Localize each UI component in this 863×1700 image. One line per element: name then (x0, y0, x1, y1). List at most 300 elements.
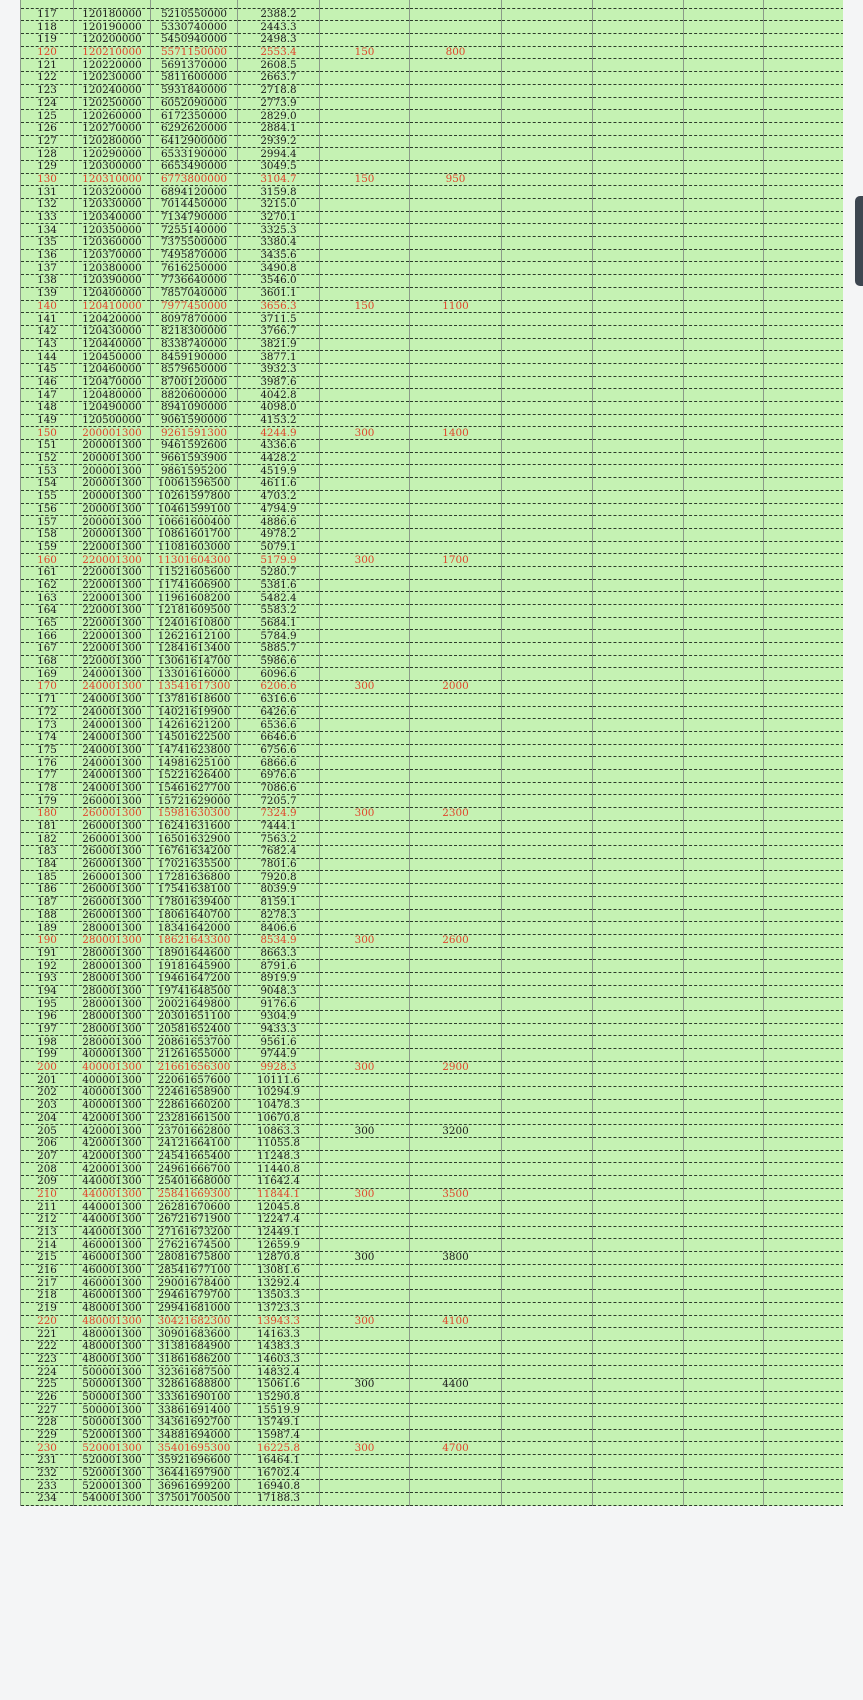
cell-a[interactable]: 120280000 (74, 135, 151, 148)
cell-c[interactable]: 11248.3 (238, 1150, 320, 1163)
cell-c[interactable]: 6096.6 (238, 668, 320, 681)
cell-g[interactable] (593, 1150, 684, 1163)
cell-c[interactable]: 10294.9 (238, 1087, 320, 1100)
cell-f[interactable] (502, 1264, 593, 1277)
cell-c[interactable]: 14832.4 (238, 1366, 320, 1379)
cell-f[interactable] (502, 693, 593, 706)
cell-b[interactable]: 33861691400 (151, 1404, 238, 1417)
cell-a[interactable]: 120200000 (74, 34, 151, 47)
cell-a[interactable]: 220001300 (74, 579, 151, 592)
cell-d[interactable]: 300 (320, 554, 410, 567)
cell-h[interactable] (684, 808, 764, 821)
cell-f[interactable] (502, 782, 593, 795)
cell-h[interactable] (684, 1036, 764, 1049)
cell-f[interactable] (502, 262, 593, 275)
cell-i[interactable] (764, 1340, 844, 1353)
cell-c[interactable]: 4428.2 (238, 452, 320, 465)
cell-a[interactable]: 280001300 (74, 1011, 151, 1024)
cell-i[interactable] (764, 1366, 844, 1379)
cell-e[interactable] (410, 985, 502, 998)
cell-e[interactable] (410, 414, 502, 427)
cell-e[interactable] (410, 846, 502, 859)
cell-c[interactable]: 4978.2 (238, 528, 320, 541)
cell-b[interactable]: 27161673200 (151, 1226, 238, 1239)
cell-g[interactable] (593, 1417, 684, 1430)
cell-b[interactable]: 13301616000 (151, 668, 238, 681)
cell-a[interactable]: 120360000 (74, 237, 151, 250)
cell-e[interactable] (410, 719, 502, 732)
cell-f[interactable] (502, 1391, 593, 1404)
cell-f[interactable] (502, 896, 593, 909)
cell-b[interactable]: 24541665400 (151, 1150, 238, 1163)
cell-c[interactable]: 6866.6 (238, 757, 320, 770)
cell-a[interactable]: 280001300 (74, 947, 151, 960)
cell-b[interactable]: 7616250000 (151, 262, 238, 275)
cell-e[interactable] (410, 402, 502, 415)
cell-i[interactable] (764, 1252, 844, 1265)
cell-h[interactable] (684, 237, 764, 250)
cell-c[interactable]: 2498.3 (238, 34, 320, 47)
cell-b[interactable]: 31381684900 (151, 1340, 238, 1353)
cell-i[interactable] (764, 363, 844, 376)
cell-e[interactable] (410, 249, 502, 262)
cell-d[interactable] (320, 1417, 410, 1430)
cell-e[interactable] (410, 605, 502, 618)
cell-a[interactable]: 480001300 (74, 1340, 151, 1353)
cell-i[interactable] (764, 427, 844, 440)
cell-g[interactable] (593, 1137, 684, 1150)
cell-b[interactable]: 7014450000 (151, 199, 238, 212)
cell-a[interactable]: 260001300 (74, 795, 151, 808)
cell-f[interactable] (502, 148, 593, 161)
cell-e[interactable] (410, 21, 502, 34)
cell-row-number[interactable]: 134 (21, 224, 74, 237)
cell-a[interactable]: 240001300 (74, 731, 151, 744)
cell-b[interactable]: 29941681000 (151, 1302, 238, 1315)
cell-h[interactable] (684, 1315, 764, 1328)
cell-i[interactable] (764, 1188, 844, 1201)
cell-h[interactable] (684, 313, 764, 326)
cell-b[interactable]: 36441697900 (151, 1467, 238, 1480)
cell-d[interactable] (320, 579, 410, 592)
cell-h[interactable] (684, 72, 764, 85)
cell-d[interactable] (320, 1353, 410, 1366)
cell-i[interactable] (764, 909, 844, 922)
cell-i[interactable] (764, 490, 844, 503)
cell-c[interactable]: 13503.3 (238, 1290, 320, 1303)
cell-i[interactable] (764, 1011, 844, 1024)
cell-b[interactable]: 36961699200 (151, 1480, 238, 1493)
cell-i[interactable] (764, 1404, 844, 1417)
cell-g[interactable] (593, 1467, 684, 1480)
cell-h[interactable] (684, 1175, 764, 1188)
cell-b[interactable]: 12181609500 (151, 605, 238, 618)
cell-h[interactable] (684, 1163, 764, 1176)
cell-g[interactable] (593, 1011, 684, 1024)
cell-row-number[interactable]: 138 (21, 275, 74, 288)
cell-row-number[interactable]: 223 (21, 1353, 74, 1366)
cell-d[interactable] (320, 1074, 410, 1087)
cell-b[interactable]: 11961608200 (151, 592, 238, 605)
scrollbar-thumb[interactable] (855, 196, 863, 286)
cell-d[interactable] (320, 237, 410, 250)
cell-a[interactable]: 120260000 (74, 110, 151, 123)
cell-a[interactable]: 200001300 (74, 465, 151, 478)
cell-i[interactable] (764, 478, 844, 491)
cell-i[interactable] (764, 376, 844, 389)
cell-e[interactable] (410, 871, 502, 884)
cell-h[interactable] (684, 1137, 764, 1150)
cell-h[interactable] (684, 186, 764, 199)
cell-a[interactable]: 120180000 (74, 8, 151, 21)
cell-f[interactable] (502, 1125, 593, 1138)
cell-d[interactable] (320, 1099, 410, 1112)
cell-d[interactable] (320, 846, 410, 859)
cell-row-number[interactable]: 197 (21, 1023, 74, 1036)
cell-g[interactable] (593, 744, 684, 757)
cell-f[interactable] (502, 135, 593, 148)
cell-d[interactable] (320, 795, 410, 808)
cell-b[interactable]: 6052090000 (151, 97, 238, 110)
cell-e[interactable] (410, 1214, 502, 1227)
cell-c[interactable]: 8663.3 (238, 947, 320, 960)
cell-d[interactable] (320, 1163, 410, 1176)
cell-i[interactable] (764, 1150, 844, 1163)
cell-i[interactable] (764, 452, 844, 465)
cell-a[interactable]: 280001300 (74, 934, 151, 947)
cell-g[interactable] (593, 1226, 684, 1239)
cell-h[interactable] (684, 769, 764, 782)
cell-b[interactable]: 11301604300 (151, 554, 238, 567)
cell-h[interactable] (684, 1264, 764, 1277)
cell-i[interactable] (764, 351, 844, 364)
cell-i[interactable] (764, 110, 844, 123)
cell-h[interactable] (684, 605, 764, 618)
cell-a[interactable]: 280001300 (74, 922, 151, 935)
cell-e[interactable] (410, 579, 502, 592)
cell-g[interactable] (593, 135, 684, 148)
cell-h[interactable] (684, 8, 764, 21)
cell-e[interactable]: 4400 (410, 1378, 502, 1391)
cell-f[interactable] (502, 8, 593, 21)
cell-d[interactable] (320, 84, 410, 97)
cell-g[interactable] (593, 998, 684, 1011)
cell-d[interactable] (320, 566, 410, 579)
cell-e[interactable] (410, 693, 502, 706)
cell-i[interactable] (764, 1277, 844, 1290)
cell-d[interactable] (320, 1112, 410, 1125)
cell-f[interactable] (502, 1214, 593, 1227)
cell-f[interactable] (502, 592, 593, 605)
cell-e[interactable] (410, 8, 502, 21)
cell-g[interactable] (593, 211, 684, 224)
cell-g[interactable] (593, 325, 684, 338)
cell-g[interactable] (593, 719, 684, 732)
cell-d[interactable] (320, 8, 410, 21)
cell-i[interactable] (764, 46, 844, 59)
cell-row-number[interactable]: 132 (21, 199, 74, 212)
cell-c[interactable]: 16702.4 (238, 1467, 320, 1480)
cell-e[interactable] (410, 1036, 502, 1049)
cell-d[interactable] (320, 389, 410, 402)
cell-i[interactable] (764, 1442, 844, 1455)
cell-d[interactable] (320, 160, 410, 173)
cell-b[interactable]: 11741606900 (151, 579, 238, 592)
cell-e[interactable] (410, 186, 502, 199)
cell-a[interactable]: 120370000 (74, 249, 151, 262)
cell-e[interactable]: 2900 (410, 1061, 502, 1074)
cell-i[interactable] (764, 1112, 844, 1125)
cell-h[interactable] (684, 1125, 764, 1138)
cell-f[interactable] (502, 1455, 593, 1468)
cell-g[interactable] (593, 402, 684, 415)
cell-e[interactable]: 1700 (410, 554, 502, 567)
cell-c[interactable]: 9744.9 (238, 1049, 320, 1062)
cell-b[interactable]: 6773800000 (151, 173, 238, 186)
cell-f[interactable] (502, 1175, 593, 1188)
cell-a[interactable]: 120450000 (74, 351, 151, 364)
cell-b[interactable]: 10861601700 (151, 528, 238, 541)
cell-b[interactable]: 6533190000 (151, 148, 238, 161)
cell-g[interactable] (593, 782, 684, 795)
cell-h[interactable] (684, 617, 764, 630)
cell-c[interactable]: 9928.3 (238, 1061, 320, 1074)
cell-c[interactable]: 6316.6 (238, 693, 320, 706)
cell-b[interactable]: 6894120000 (151, 186, 238, 199)
cell-f[interactable] (502, 960, 593, 973)
cell-h[interactable] (684, 846, 764, 859)
cell-e[interactable] (410, 275, 502, 288)
cell-row-number[interactable]: 200 (21, 1061, 74, 1074)
cell-f[interactable] (502, 757, 593, 770)
cell-g[interactable] (593, 84, 684, 97)
cell-f[interactable] (502, 871, 593, 884)
cell-b[interactable]: 5811600000 (151, 72, 238, 85)
cell-e[interactable] (410, 440, 502, 453)
cell-h[interactable] (684, 1417, 764, 1430)
cell-i[interactable] (764, 985, 844, 998)
cell-row-number[interactable]: 219 (21, 1302, 74, 1315)
cell-f[interactable] (502, 617, 593, 630)
cell-i[interactable] (764, 643, 844, 656)
cell-a[interactable]: 260001300 (74, 808, 151, 821)
cell-i[interactable] (764, 465, 844, 478)
cell-i[interactable] (764, 795, 844, 808)
cell-h[interactable] (684, 148, 764, 161)
cell-g[interactable] (593, 554, 684, 567)
cell-h[interactable] (684, 0, 764, 8)
cell-d[interactable] (320, 1302, 410, 1315)
cell-e[interactable] (410, 960, 502, 973)
cell-row-number[interactable]: 187 (21, 896, 74, 909)
cell-d[interactable] (320, 1493, 410, 1506)
cell-i[interactable] (764, 528, 844, 541)
cell-d[interactable] (320, 148, 410, 161)
cell-e[interactable] (410, 376, 502, 389)
cell-h[interactable] (684, 110, 764, 123)
cell-b[interactable]: 5210550000 (151, 8, 238, 21)
cell-a[interactable]: 400001300 (74, 1061, 151, 1074)
cell-i[interactable] (764, 160, 844, 173)
cell-f[interactable] (502, 1087, 593, 1100)
cell-h[interactable] (684, 934, 764, 947)
cell-b[interactable]: 34361692700 (151, 1417, 238, 1430)
cell-b[interactable]: 24961666700 (151, 1163, 238, 1176)
cell-row-number[interactable]: 194 (21, 985, 74, 998)
cell-b[interactable]: 15721629000 (151, 795, 238, 808)
cell-i[interactable] (764, 998, 844, 1011)
cell-c[interactable]: 6646.6 (238, 731, 320, 744)
cell-c[interactable]: 4153.2 (238, 414, 320, 427)
cell-i[interactable] (764, 440, 844, 453)
cell-i[interactable] (764, 1163, 844, 1176)
cell-row-number[interactable]: 131 (21, 186, 74, 199)
cell-i[interactable] (764, 1391, 844, 1404)
cell-h[interactable] (684, 478, 764, 491)
cell-i[interactable] (764, 97, 844, 110)
cell-d[interactable] (320, 224, 410, 237)
cell-f[interactable] (502, 338, 593, 351)
cell-d[interactable] (320, 643, 410, 656)
cell-e[interactable]: 3800 (410, 1252, 502, 1265)
cell-h[interactable] (684, 1112, 764, 1125)
cell-g[interactable] (593, 1214, 684, 1227)
cell-c[interactable]: 8791.6 (238, 960, 320, 973)
cell-b[interactable]: 19461647200 (151, 972, 238, 985)
cell-g[interactable] (593, 1087, 684, 1100)
cell-h[interactable] (684, 1378, 764, 1391)
cell-h[interactable] (684, 1239, 764, 1252)
cell-e[interactable]: 800 (410, 46, 502, 59)
cell-i[interactable] (764, 566, 844, 579)
cell-f[interactable] (502, 934, 593, 947)
cell-c[interactable]: 14603.3 (238, 1353, 320, 1366)
cell-b[interactable]: 23281661500 (151, 1112, 238, 1125)
cell-i[interactable] (764, 592, 844, 605)
cell-g[interactable] (593, 1391, 684, 1404)
cell-d[interactable] (320, 909, 410, 922)
cell-i[interactable] (764, 1455, 844, 1468)
cell-d[interactable] (320, 211, 410, 224)
cell-c[interactable]: 3215.0 (238, 199, 320, 212)
cell-c[interactable]: 10111.6 (238, 1074, 320, 1087)
cell-b[interactable]: 8941090000 (151, 402, 238, 415)
cell-a[interactable]: 120390000 (74, 275, 151, 288)
cell-g[interactable] (593, 186, 684, 199)
cell-row-number[interactable]: 147 (21, 389, 74, 402)
cell-b[interactable]: 28081675800 (151, 1252, 238, 1265)
cell-b[interactable]: 15461627700 (151, 782, 238, 795)
cell-i[interactable] (764, 1378, 844, 1391)
cell-row-number[interactable]: 183 (21, 846, 74, 859)
cell-i[interactable] (764, 1214, 844, 1227)
cell-h[interactable] (684, 516, 764, 529)
cell-h[interactable] (684, 643, 764, 656)
cell-f[interactable] (502, 186, 593, 199)
cell-g[interactable] (593, 0, 684, 8)
cell-i[interactable] (764, 541, 844, 554)
cell-d[interactable] (320, 871, 410, 884)
cell-h[interactable] (684, 452, 764, 465)
cell-c[interactable]: 5885.7 (238, 643, 320, 656)
cell-d[interactable] (320, 985, 410, 998)
cell-d[interactable] (320, 186, 410, 199)
cell-f[interactable] (502, 1137, 593, 1150)
cell-row-number[interactable]: 209 (21, 1175, 74, 1188)
cell-h[interactable] (684, 896, 764, 909)
cell-b[interactable]: 32861688800 (151, 1378, 238, 1391)
cell-h[interactable] (684, 668, 764, 681)
cell-row-number[interactable]: 203 (21, 1099, 74, 1112)
cell-row-number[interactable]: 168 (21, 655, 74, 668)
cell-d[interactable] (320, 998, 410, 1011)
cell-f[interactable] (502, 1467, 593, 1480)
cell-a[interactable]: 120490000 (74, 402, 151, 415)
cell-g[interactable] (593, 389, 684, 402)
cell-row-number[interactable]: 125 (21, 110, 74, 123)
cell-row-number[interactable]: 117 (21, 8, 74, 21)
cell-i[interactable] (764, 338, 844, 351)
cell-c[interactable]: 3270.1 (238, 211, 320, 224)
cell-g[interactable] (593, 846, 684, 859)
cell-h[interactable] (684, 21, 764, 34)
cell-e[interactable] (410, 668, 502, 681)
cell-a[interactable]: 460001300 (74, 1290, 151, 1303)
cell-f[interactable] (502, 122, 593, 135)
cell-a[interactable]: 120420000 (74, 313, 151, 326)
cell-a[interactable]: 280001300 (74, 960, 151, 973)
cell-f[interactable] (502, 1074, 593, 1087)
cell-b[interactable]: 21261655000 (151, 1049, 238, 1062)
cell-f[interactable] (502, 325, 593, 338)
cell-d[interactable] (320, 947, 410, 960)
cell-b[interactable]: 9861595200 (151, 465, 238, 478)
cell-row-number[interactable]: 149 (21, 414, 74, 427)
cell-a[interactable]: 440001300 (74, 1188, 151, 1201)
cell-row-number[interactable]: 137 (21, 262, 74, 275)
cell-b[interactable]: 32361687500 (151, 1366, 238, 1379)
cell-g[interactable] (593, 884, 684, 897)
cell-d[interactable] (320, 884, 410, 897)
cell-a[interactable]: 200001300 (74, 516, 151, 529)
cell-row-number[interactable]: 202 (21, 1087, 74, 1100)
cell-i[interactable] (764, 719, 844, 732)
cell-a[interactable]: 200001300 (74, 528, 151, 541)
cell-f[interactable] (502, 72, 593, 85)
cell-h[interactable] (684, 1340, 764, 1353)
cell-d[interactable] (320, 820, 410, 833)
cell-row-number[interactable]: 129 (21, 160, 74, 173)
cell-g[interactable] (593, 795, 684, 808)
cell-e[interactable] (410, 1175, 502, 1188)
cell-d[interactable] (320, 1391, 410, 1404)
cell-c[interactable]: 2718.8 (238, 84, 320, 97)
cell-g[interactable] (593, 1429, 684, 1442)
cell-b[interactable]: 11521605600 (151, 566, 238, 579)
cell-i[interactable] (764, 934, 844, 947)
cell-i[interactable] (764, 72, 844, 85)
cell-d[interactable]: 300 (320, 1061, 410, 1074)
cell-f[interactable] (502, 1404, 593, 1417)
cell-e[interactable] (410, 731, 502, 744)
cell-b[interactable]: 15221626400 (151, 769, 238, 782)
cell-row-number[interactable]: 182 (21, 833, 74, 846)
cell-b[interactable]: 5450940000 (151, 34, 238, 47)
cell-d[interactable] (320, 782, 410, 795)
cell-c[interactable]: 12247.4 (238, 1214, 320, 1227)
cell-b[interactable]: 29461679700 (151, 1290, 238, 1303)
cell-d[interactable] (320, 1049, 410, 1062)
